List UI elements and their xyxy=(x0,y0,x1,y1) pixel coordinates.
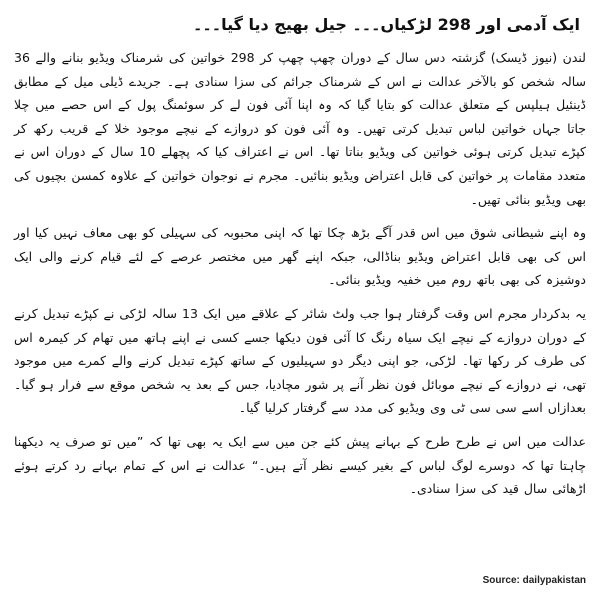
article-paragraph: عدالت میں اس نے طرح طرح کے بہانے پیش کئے جن میں سے ایک یہ بھی تھا کہ ”میں تو صرف یہ دیکھنا چاہتا تھا کہ دوسرے لوگ لباس کے بغیر کیسے نظر آتے ہیں۔“ عدالت نے اس کے تمام بہانے رد کرتے ہوئے اڑھائی سال قید کی سزا سنادی۔ xyxy=(14,433,586,497)
news-article xyxy=(14,14,586,586)
article-headline: ایک آدمی اور 298 لڑکیاں۔۔۔ جیل بھیج دیا گیا۔۔۔ xyxy=(192,15,580,34)
article-paragraph: یہ بدکردار مجرم اس وقت گرفتار ہوا جب ولٹ شائر کے علاقے میں ایک 13 سالہ لڑکی نے کپڑے تبدیل کرنے کے دوران دروازے کے نیچے ایک سیاہ رنگ کا آئی فون دیکھا جسے کسی نے اپنے ہاتھ میں تھام کر کیمرہ اس کی طرف کر رکھا تھا۔ لڑکی، جو اپنی دیگر دو سہیلیوں کے ساتھ کپڑے تبدیل کرنے والے کمرے میں موجود تھی، نے دروازے کے نیچے موبائل فون نظر آنے پر شور مچادیا، جس کے بعد یہ شخص موقع سے فرار ہو گیا۔ بعدازاں اسے سی سی ٹی وی ویڈیو کی مدد سے گرفتار کرلیا گیا۔ xyxy=(14,305,586,416)
article-paragraph: وہ اپنے شیطانی شوق میں اس قدر آگے بڑھ چکا تھا کہ اپنی محبوبہ کی سہیلی کو بھی معاف نہیں کیا اور اس کی بھی قابل اعتراض ویڈیو بناڈالی، جبکہ اپنے گھر میں مختصر عرصے کے لئے قیام کرنے والی ایک دوشیزہ کی بھی باتھ روم میں خفیہ ویڈیو بنائی۔ xyxy=(14,225,586,288)
source-credit: Source: dailypakistan xyxy=(482,575,586,586)
article-paragraph: لندن (نیوز ڈیسک) گزشتہ دس سال کے دوران چھپ چھپ کر 298 خواتین کی شرمناک ویڈیو بنانے والے 36 سالہ شخص کو بالآخر عدالت نے اس کے شرمناک جرائم کی سزا سنادی ہے۔ جریدے ڈیلی میل کے مطابق ڈینئیل ہیلپس کے متعلق عدالت کو بتایا گیا کہ وہ اپنا آئی فون لے کر سوئمنگ پول کے اس حصے میں چلا جاتا جہاں خواتین لباس تبدیل کرتی تھیں۔ وہ آئی فون کو دروازے کے نیچے موجود خلا کے قریب رکھ کر کپڑے تبدیل کرتی ہوئی خواتین کی ویڈیو بناتا تھا۔ اس نے اعتراف کیا کہ پچھلے 10 سال کے دوران اس نے متعدد مقامات پر خواتین کی قابل اعتراض ویڈیو بنائیں۔ مجرم نے نوجوان خواتین کے علاوہ کمسن بچیوں کی بھی ویڈیو بنائی تھیں۔ xyxy=(14,50,586,207)
